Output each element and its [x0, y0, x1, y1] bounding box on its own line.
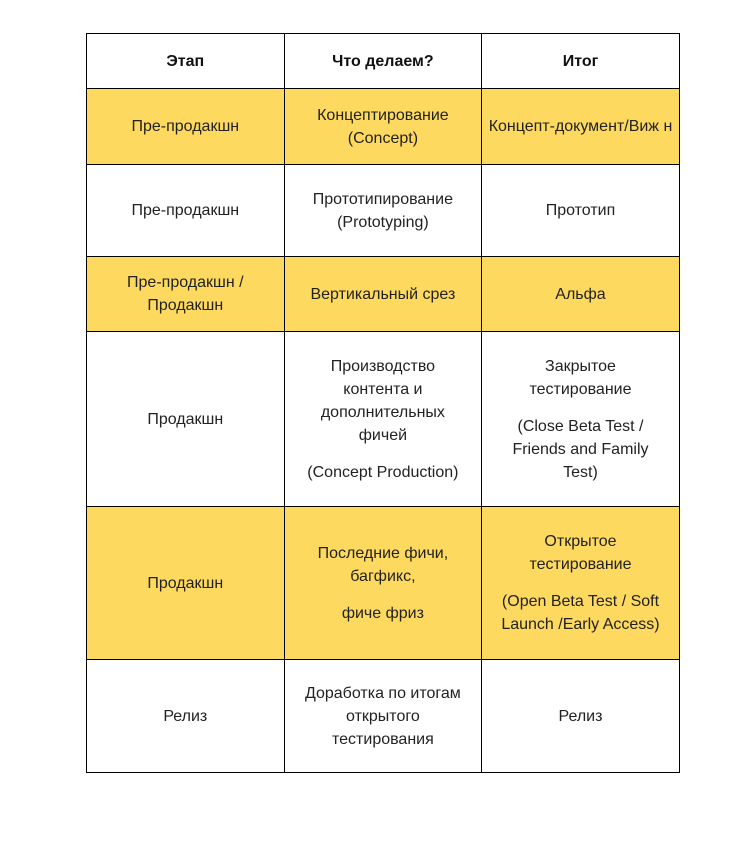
- result-note: (Open Beta Test / Soft Launch /Early Access): [501, 593, 660, 633]
- action-text: Доработка по итогам открытого тестирования: [304, 684, 461, 748]
- header-row: [87, 34, 680, 89]
- result-cell: [482, 332, 680, 507]
- result-text: Прототип: [545, 202, 616, 219]
- action-cell: [284, 660, 482, 773]
- result-cell: [482, 660, 680, 773]
- table-row: [87, 89, 680, 165]
- table-row: [87, 257, 680, 332]
- stage-cell: Продакшн: [87, 507, 285, 660]
- table-row: [87, 507, 680, 660]
- table-row: [87, 332, 680, 507]
- result-text: Закрытое тестирование: [529, 357, 632, 398]
- stage-cell: Релиз: [87, 660, 285, 773]
- result-note: (Close Beta Test / Friends and Family Test): [512, 417, 649, 481]
- action-cell: [284, 165, 482, 257]
- stage-cell: Пре-продакшн: [87, 89, 285, 165]
- action-cell: [284, 507, 482, 660]
- stage-cell: Продакшн: [87, 332, 285, 507]
- result-cell: [482, 257, 680, 332]
- result-text: Релиз: [558, 707, 603, 725]
- result-text: Альфа: [555, 285, 606, 303]
- result-cell: [482, 89, 680, 165]
- header-action: Что делаем?: [284, 34, 482, 89]
- result-text: Открытое тестирование: [529, 533, 632, 573]
- action-text: Концептирование (Concept): [317, 106, 449, 147]
- header-stage: Этап: [87, 34, 285, 89]
- table-row: [87, 165, 680, 257]
- action-text: Вертикальный срез: [310, 285, 456, 303]
- action-note: (Concept Production): [307, 463, 459, 481]
- action-text: Производство контента и дополнительных фичей: [320, 357, 445, 444]
- action-note: фиче фриз: [341, 604, 424, 622]
- stage-cell: Пре-продакшн: [87, 165, 285, 257]
- stages-table: [86, 33, 680, 773]
- action-text: Прототипирование (Prototyping): [312, 190, 453, 231]
- action-text: Последние фичи, багфикс,: [317, 544, 449, 585]
- action-cell: [284, 332, 482, 507]
- result-text: Концепт-документ/Виж н: [488, 118, 673, 135]
- table-row: [87, 660, 680, 773]
- stage-cell: Пре-продакшн / Продакшн: [87, 257, 285, 332]
- result-cell: [482, 507, 680, 660]
- header-result: Итог: [482, 34, 680, 89]
- result-cell: [482, 165, 680, 257]
- action-cell: [284, 89, 482, 165]
- action-cell: [284, 257, 482, 332]
